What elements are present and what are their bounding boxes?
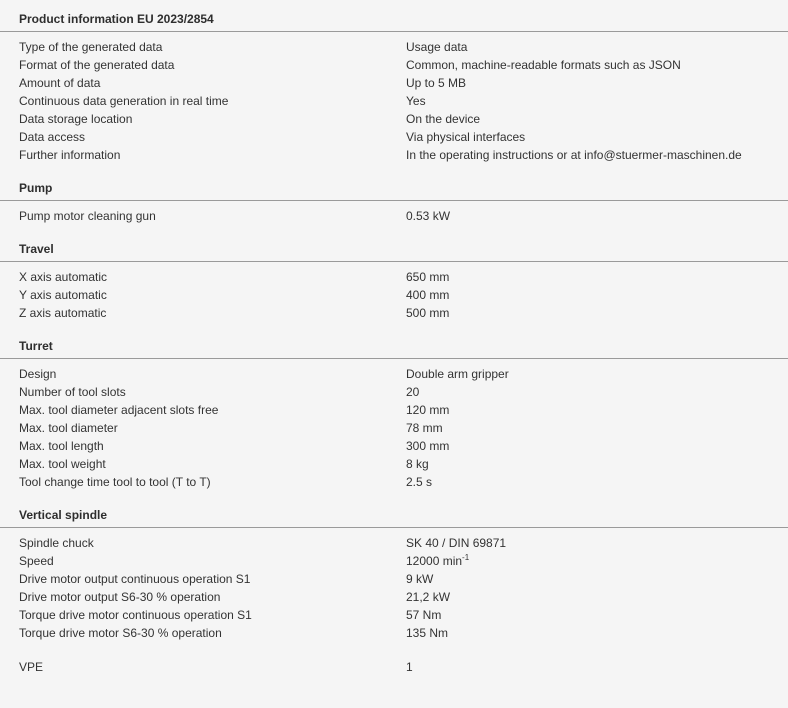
spec-label: Torque drive motor S6-30 % operation bbox=[19, 626, 222, 640]
vpe-label: VPE bbox=[19, 660, 44, 674]
spec-label: Z axis automatic bbox=[19, 306, 107, 320]
spec-label: Pump motor cleaning gun bbox=[19, 209, 156, 223]
spec-label: Data access bbox=[19, 130, 86, 144]
spec-value bbox=[406, 552, 782, 570]
spec-label: Format of the generated data bbox=[19, 58, 175, 72]
spec-value: Yes bbox=[406, 94, 426, 108]
spec-label: Max. tool weight bbox=[19, 457, 106, 471]
section-divider bbox=[0, 261, 788, 262]
spec-value: 8 kg bbox=[406, 457, 429, 471]
spec-row bbox=[19, 304, 782, 322]
spec-value: Via physical interfaces bbox=[406, 130, 526, 144]
section-divider bbox=[0, 527, 788, 528]
spec-value: 135 Nm bbox=[406, 626, 449, 640]
section-divider bbox=[0, 358, 788, 359]
spec-value: On the device bbox=[406, 112, 481, 126]
vpe-value: 1 bbox=[406, 660, 413, 674]
spec-value: 21,2 kW bbox=[406, 590, 451, 604]
spec-row bbox=[19, 570, 782, 588]
spec-value: Double arm gripper bbox=[406, 367, 509, 381]
spec-value: 500 mm bbox=[406, 306, 450, 320]
spec-row bbox=[19, 383, 782, 401]
spec-label: Speed bbox=[19, 554, 54, 568]
spec-value: 120 mm bbox=[406, 403, 450, 417]
spec-label: Max. tool diameter adjacent slots free bbox=[19, 403, 219, 417]
spec-row bbox=[19, 455, 782, 473]
spec-row bbox=[19, 207, 782, 225]
spec-label: Data storage location bbox=[19, 112, 133, 126]
section-product-information bbox=[19, 13, 782, 164]
spec-row bbox=[19, 92, 782, 110]
spec-label: Further information bbox=[19, 148, 121, 162]
spec-value: Up to 5 MB bbox=[406, 76, 467, 90]
section-title: Turret bbox=[19, 339, 53, 353]
spec-value: 9 kW bbox=[406, 572, 434, 586]
section-divider bbox=[0, 31, 788, 32]
spec-row bbox=[19, 473, 782, 491]
section-turret bbox=[19, 340, 782, 491]
section-travel bbox=[19, 243, 782, 322]
spec-row bbox=[19, 56, 782, 74]
spec-label: Y axis automatic bbox=[19, 288, 107, 302]
spec-row bbox=[19, 606, 782, 624]
spec-row bbox=[19, 534, 782, 552]
section-vertical-spindle bbox=[19, 509, 782, 642]
spec-row bbox=[19, 552, 782, 570]
section-pump bbox=[19, 182, 782, 225]
speed-exponent: -1 bbox=[462, 553, 470, 562]
spec-row bbox=[19, 38, 782, 56]
spec-row bbox=[19, 74, 782, 92]
spec-row bbox=[19, 110, 782, 128]
spec-value: 650 mm bbox=[406, 270, 450, 284]
vpe-row bbox=[19, 658, 782, 676]
spec-label: Type of the generated data bbox=[19, 40, 163, 54]
speed-value: 12000 min bbox=[406, 554, 463, 568]
spec-value: 20 bbox=[406, 385, 420, 399]
spec-label: Max. tool diameter bbox=[19, 421, 118, 435]
spec-value: 57 Nm bbox=[406, 608, 442, 622]
spec-row bbox=[19, 624, 782, 642]
spec-label: Spindle chuck bbox=[19, 536, 94, 550]
spec-label: Continuous data generation in real time bbox=[19, 94, 229, 108]
spec-value: In the operating instructions or at info@stuermer-maschinen.de bbox=[406, 148, 742, 162]
spec-value: 0.53 kW bbox=[406, 209, 451, 223]
spec-row bbox=[19, 146, 782, 164]
spec-label: Tool change time tool to tool (T to T) bbox=[19, 475, 211, 489]
spec-label: Amount of data bbox=[19, 76, 101, 90]
spec-value: 2.5 s bbox=[406, 475, 433, 489]
spec-row bbox=[19, 365, 782, 383]
spec-row bbox=[19, 128, 782, 146]
spec-value: 300 mm bbox=[406, 439, 450, 453]
spec-label: Max. tool length bbox=[19, 439, 104, 453]
spec-value: Common, machine-readable formats such as JSON bbox=[406, 58, 681, 72]
spec-value: SK 40 / DIN 69871 bbox=[406, 536, 507, 550]
section-title: Vertical spindle bbox=[19, 508, 108, 522]
spec-label: Drive motor output continuous operation S1 bbox=[19, 572, 251, 586]
section-divider bbox=[0, 200, 788, 201]
spec-value: Usage data bbox=[406, 40, 468, 54]
spec-label: X axis automatic bbox=[19, 270, 108, 284]
spec-value: 400 mm bbox=[406, 288, 450, 302]
spec-label: Drive motor output S6-30 % operation bbox=[19, 590, 221, 604]
spec-row bbox=[19, 268, 782, 286]
section-title: Pump bbox=[19, 181, 53, 195]
spec-row bbox=[19, 286, 782, 304]
spec-label: Design bbox=[19, 367, 57, 381]
spec-label: Torque drive motor continuous operation S1 bbox=[19, 608, 252, 622]
spec-row bbox=[19, 419, 782, 437]
spec-row bbox=[19, 437, 782, 455]
spec-row bbox=[19, 588, 782, 606]
section-title: Travel bbox=[19, 242, 54, 256]
spec-value: 78 mm bbox=[406, 421, 443, 435]
section-title: Product information EU 2023/2854 bbox=[19, 12, 214, 26]
spec-row bbox=[19, 401, 782, 419]
spec-label: Number of tool slots bbox=[19, 385, 126, 399]
